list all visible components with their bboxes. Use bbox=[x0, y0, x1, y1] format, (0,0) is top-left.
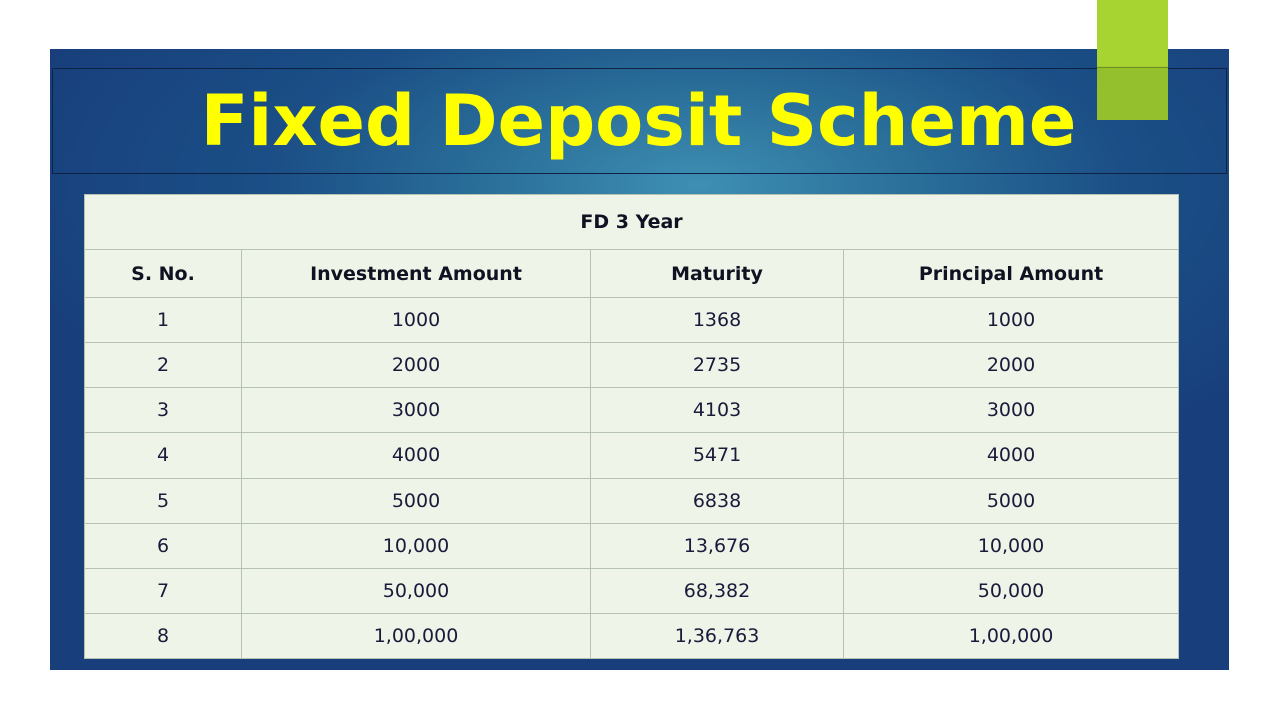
cell-principal: 2000 bbox=[844, 343, 1179, 388]
cell-principal: 1000 bbox=[844, 298, 1179, 343]
green-accent-tab bbox=[1097, 0, 1168, 120]
cell-investment: 50,000 bbox=[242, 568, 591, 613]
cell-sno: 1 bbox=[85, 298, 242, 343]
cell-sno: 7 bbox=[85, 568, 242, 613]
cell-sno: 2 bbox=[85, 343, 242, 388]
fd-table bbox=[84, 194, 1179, 659]
table-row bbox=[85, 568, 1179, 613]
cell-maturity: 6838 bbox=[591, 478, 844, 523]
cell-principal: 50,000 bbox=[844, 568, 1179, 613]
cell-sno: 5 bbox=[85, 478, 242, 523]
cell-investment: 10,000 bbox=[242, 523, 591, 568]
cell-maturity: 13,676 bbox=[591, 523, 844, 568]
cell-investment: 3000 bbox=[242, 388, 591, 433]
table-row bbox=[85, 343, 1179, 388]
table-row bbox=[85, 478, 1179, 523]
cell-maturity: 68,382 bbox=[591, 568, 844, 613]
cell-principal: 5000 bbox=[844, 478, 1179, 523]
table-row bbox=[85, 433, 1179, 478]
title-band bbox=[52, 68, 1227, 174]
cell-investment: 1000 bbox=[242, 298, 591, 343]
accent-divider bbox=[1097, 67, 1168, 68]
cell-maturity: 2735 bbox=[591, 343, 844, 388]
cell-sno: 6 bbox=[85, 523, 242, 568]
cell-sno: 4 bbox=[85, 433, 242, 478]
cell-maturity: 1,36,763 bbox=[591, 613, 844, 658]
column-header-maturity: Maturity bbox=[591, 250, 844, 298]
table-row bbox=[85, 388, 1179, 433]
column-header-principal: Principal Amount bbox=[844, 250, 1179, 298]
cell-sno: 8 bbox=[85, 613, 242, 658]
cell-principal: 3000 bbox=[844, 388, 1179, 433]
cell-sno: 3 bbox=[85, 388, 242, 433]
cell-principal: 4000 bbox=[844, 433, 1179, 478]
cell-principal: 10,000 bbox=[844, 523, 1179, 568]
cell-maturity: 5471 bbox=[591, 433, 844, 478]
cell-principal: 1,00,000 bbox=[844, 613, 1179, 658]
cell-maturity: 4103 bbox=[591, 388, 844, 433]
table-caption: FD 3 Year bbox=[85, 195, 1179, 250]
column-header-sno: S. No. bbox=[85, 250, 242, 298]
slide-title: Fixed Deposit Scheme bbox=[200, 80, 1077, 162]
table-row bbox=[85, 613, 1179, 658]
table-row bbox=[85, 523, 1179, 568]
cell-investment: 2000 bbox=[242, 343, 591, 388]
cell-maturity: 1368 bbox=[591, 298, 844, 343]
column-header-investment: Investment Amount bbox=[242, 250, 591, 298]
cell-investment: 4000 bbox=[242, 433, 591, 478]
cell-investment: 1,00,000 bbox=[242, 613, 591, 658]
cell-investment: 5000 bbox=[242, 478, 591, 523]
table-row bbox=[85, 298, 1179, 343]
